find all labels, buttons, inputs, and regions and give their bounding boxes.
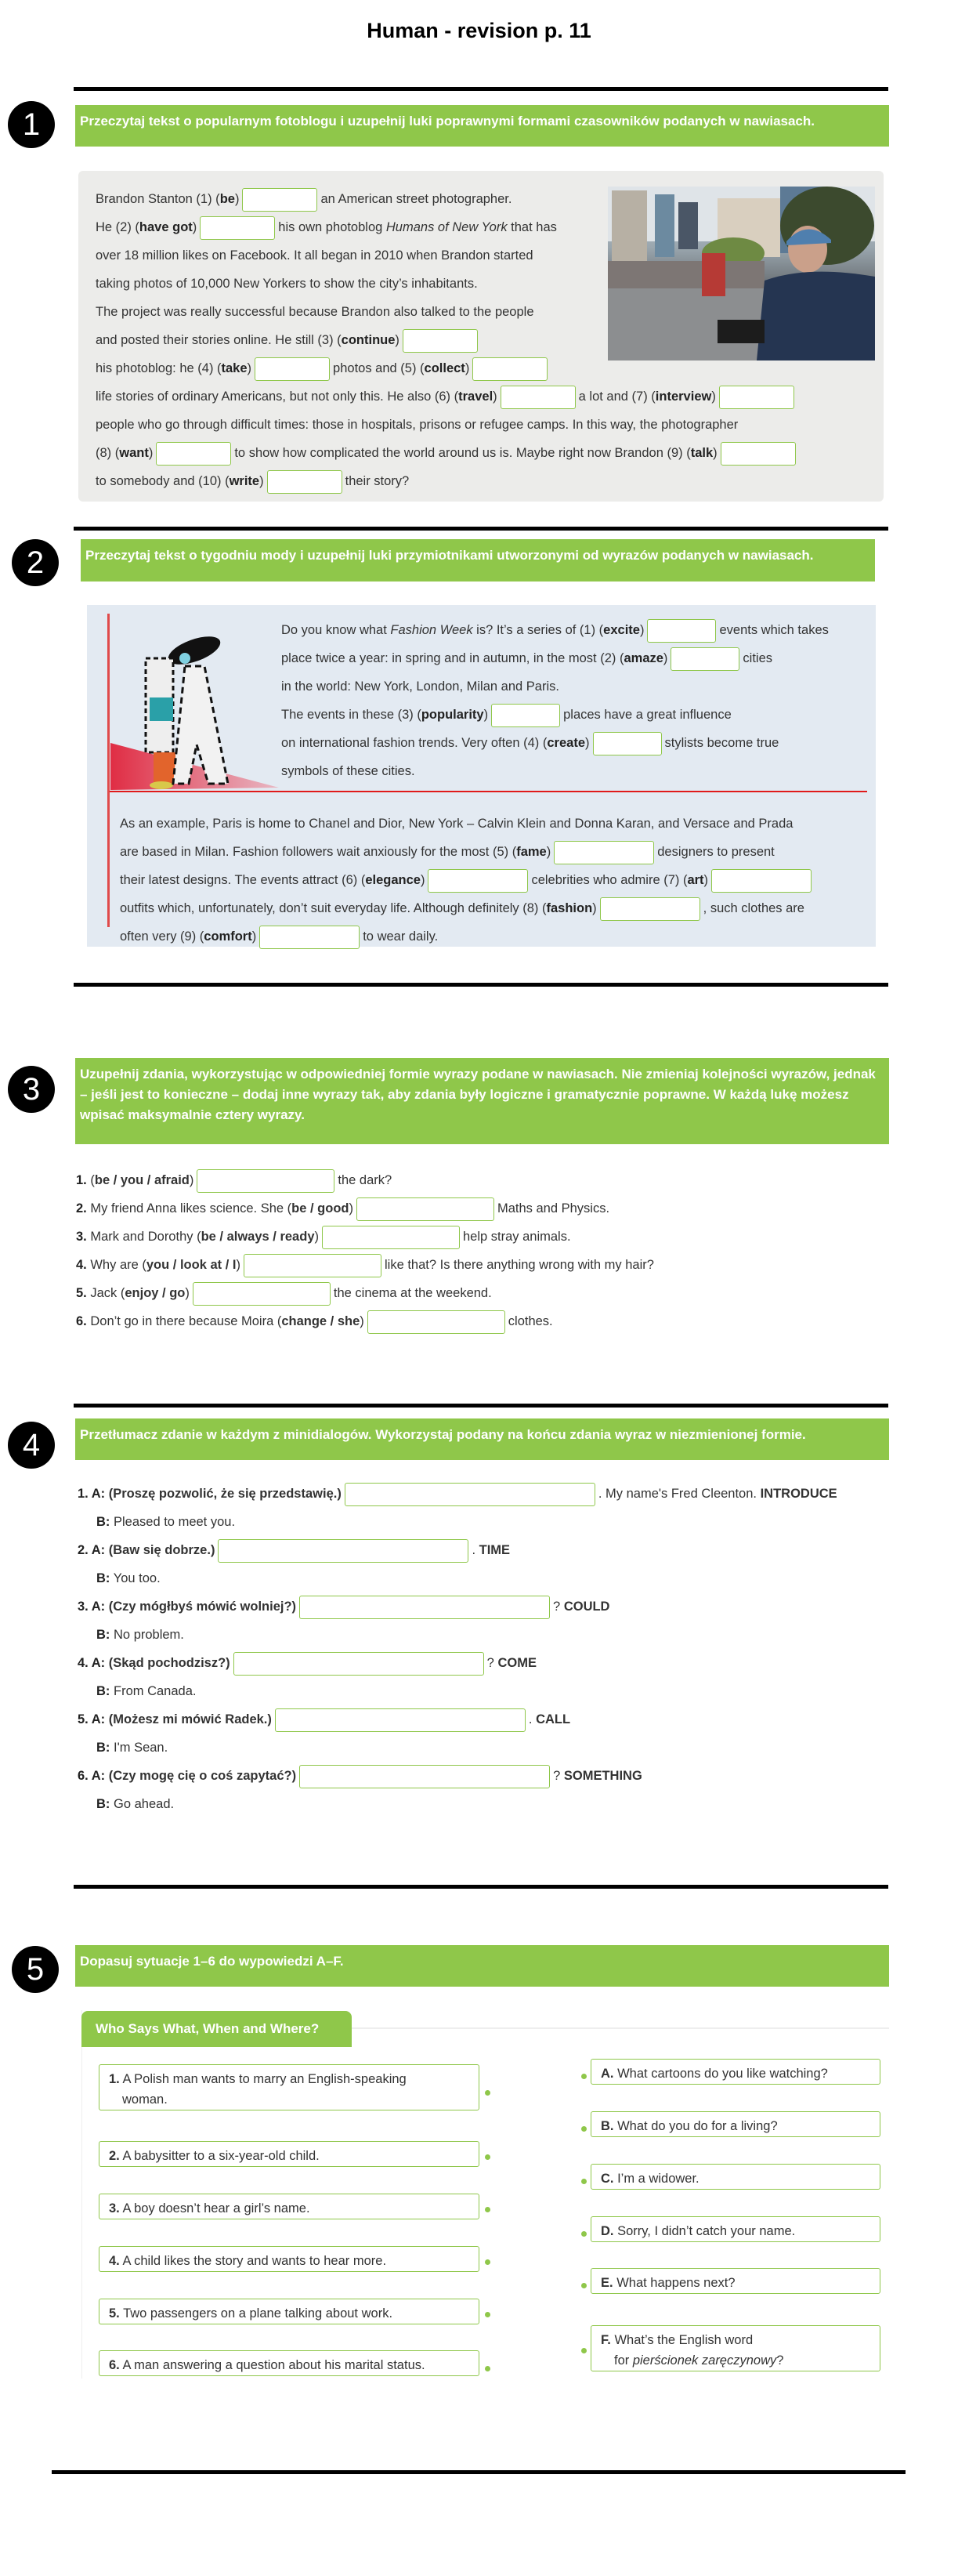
tab-who-says-what[interactable]: Who Says What, When and Where? xyxy=(81,2011,352,2047)
section-divider xyxy=(74,983,888,987)
section-divider xyxy=(74,87,888,91)
answer-gap-1[interactable] xyxy=(242,188,317,212)
situation-6-connector-dot[interactable] xyxy=(485,2366,490,2371)
exercise-number-badge: 1 xyxy=(8,101,55,148)
answer-gap-7[interactable] xyxy=(719,386,794,409)
dialogue-line-b: B: No problem. xyxy=(96,1628,184,1642)
answer-gap-1[interactable] xyxy=(647,619,716,643)
answer-gap-2[interactable] xyxy=(356,1197,494,1221)
response-c-connector-dot[interactable] xyxy=(581,2179,587,2184)
situation-item-6[interactable]: 6. A man answering a question about his marital status. xyxy=(99,2350,479,2376)
dialogue-line-b: B: You too. xyxy=(96,1571,161,1585)
situation-item-1[interactable]: 1. A Polish man wants to marry an English-speaking woman. xyxy=(99,2064,479,2110)
text-line: on international fashion trends. Very often (4) (create) stylists become true xyxy=(281,729,869,757)
text-line: people who go through difficult times: those in hospitals, prisons or refugee camps. In this way, the photographer xyxy=(96,418,739,432)
section-divider xyxy=(74,1885,888,1889)
exercise-number-badge: 5 xyxy=(12,1946,59,1993)
exercise-number-badge: 2 xyxy=(12,539,59,586)
answer-gap-3[interactable] xyxy=(322,1226,460,1249)
text-line: place twice a year: in spring and in autumn, in the most (2) (amaze) cities xyxy=(281,644,869,672)
response-item-b[interactable]: B. What do you do for a living? xyxy=(591,2111,880,2137)
dialogue-line-a: 6. A: (Czy mogę cię o coś zapytać?) ? SOMETHING xyxy=(78,1762,908,1790)
answer-gap-10[interactable] xyxy=(267,470,342,494)
dialogue-line-a: 5. A: (Możesz mi mówić Radek.) . CALL xyxy=(78,1705,908,1734)
exercise-4-dialogues xyxy=(78,1480,908,1818)
answer-gap-1[interactable] xyxy=(345,1483,595,1506)
section-divider xyxy=(74,1404,888,1408)
fashion-models-image xyxy=(110,619,279,790)
text-line: are based in Milan. Fashion followers wait anxiously for the most (5) (fame) designers to present xyxy=(120,838,872,866)
response-item-a[interactable]: A. What cartoons do you like watching? xyxy=(591,2059,880,2085)
answer-gap-9[interactable] xyxy=(259,926,360,949)
situation-item-3[interactable]: 3. A boy doesn’t hear a girl’s name. xyxy=(99,2194,479,2219)
answer-gap-4[interactable] xyxy=(255,357,330,381)
response-d-connector-dot[interactable] xyxy=(581,2231,587,2237)
dialogue-line-a: 2. A: (Baw się dobrze.) . TIME xyxy=(78,1536,908,1564)
response-a-connector-dot[interactable] xyxy=(581,2074,587,2079)
text-line: life stories of ordinary Americans, but not only this. He also (6) (travel) a lot and (7) (interview) xyxy=(96,382,879,411)
response-e-connector-dot[interactable] xyxy=(581,2283,587,2288)
response-item-e[interactable]: E. What happens next? xyxy=(591,2268,880,2294)
text-line: Do you know what Fashion Week is? It’s a series of (1) (excite) events which takes xyxy=(281,616,869,644)
text-line: his photoblog: he (4) (take) photos and (5) (collect) xyxy=(96,354,605,382)
exercise-instruction: Przeczytaj tekst o tygodniu mody i uzupełnij luki przymiotnikami utworzonymi od wyrazów podanych w nawiasach. xyxy=(81,539,875,582)
answer-gap-4[interactable] xyxy=(244,1254,381,1277)
text-line: The project was really successful because Brandon also talked to the people xyxy=(96,305,534,319)
dialogue-line-a: 3. A: (Czy mógłbyś mówić wolniej?) ? COULD xyxy=(78,1592,908,1621)
answer-gap-3[interactable] xyxy=(491,704,560,727)
response-item-c[interactable]: C. I’m a widower. xyxy=(591,2164,880,2190)
list-item: 5. Jack (enjoy / go) the cinema at the weekend. xyxy=(76,1279,875,1307)
answer-gap-5[interactable] xyxy=(275,1708,526,1732)
situation-4-connector-dot[interactable] xyxy=(485,2259,490,2265)
situation-5-connector-dot[interactable] xyxy=(485,2312,490,2317)
answer-gap-3[interactable] xyxy=(403,329,478,353)
exercise-2-paragraph-top xyxy=(281,616,869,785)
exercise-3-list xyxy=(76,1166,875,1335)
text-line: (8) (want) to show how complicated the world around us is. Maybe right now Brandon (9) (talk) xyxy=(96,439,879,467)
dialogue-line-b: B: Pleased to meet you. xyxy=(96,1515,236,1529)
red-vertical-rule xyxy=(107,614,110,927)
answer-gap-7[interactable] xyxy=(711,869,812,893)
list-item: 3. Mark and Dorothy (be / always / ready) help stray animals. xyxy=(76,1223,875,1251)
text-line: He (2) (have got) his own photoblog Humans of New York that has xyxy=(96,213,605,241)
page-title: Human - revision p. 11 xyxy=(367,19,591,42)
exercise-instruction: Dopasuj sytuacje 1–6 do wypowiedzi A–F. xyxy=(75,1945,889,1987)
answer-gap-5[interactable] xyxy=(193,1282,331,1306)
section-divider xyxy=(74,527,888,531)
text-line: their latest designs. The events attract (6) (elegance) celebrities who admire (7) (art) xyxy=(120,866,872,894)
response-item-f[interactable]: F. What’s the English word for pierścionek zaręczynowy? xyxy=(591,2325,880,2371)
answer-gap-4[interactable] xyxy=(233,1652,484,1676)
exercise-instruction: Przetłumacz zdanie w każdym z minidialogów. Wykorzystaj podany na końcu zdania wyraz w niezmienionej formie. xyxy=(75,1418,889,1460)
text-line: in the world: New York, London, Milan and Paris. xyxy=(281,679,559,694)
situation-item-2[interactable]: 2. A babysitter to a six-year-old child. xyxy=(99,2141,479,2167)
exercise-instruction: Przeczytaj tekst o popularnym fotoblogu i uzupełnij luki poprawnymi formami czasowników podanych w nawiasach. xyxy=(75,105,889,147)
answer-gap-6[interactable] xyxy=(299,1765,550,1788)
answer-gap-8[interactable] xyxy=(156,442,231,466)
situation-item-5[interactable]: 5. Two passengers on a plane talking about work. xyxy=(99,2299,479,2324)
fashion-illustration xyxy=(110,619,279,790)
exercise-instruction: Uzupełnij zdania, wykorzystując w odpowiedniej formie wyrazy podane w nawiasach. Nie zmieniaj kolejności wyrazów, jednak – jeśli jest to konieczne – dodaj inne wyrazy tak, aby zdania były logiczne i gramatycznie poprawne. W każdą lukę możesz wpisać maksymalnie cztery wyrazy. xyxy=(75,1058,889,1144)
dialogue-line-b: B: Go ahead. xyxy=(96,1797,175,1811)
answer-gap-9[interactable] xyxy=(721,442,796,466)
exercise-1-paragraph xyxy=(96,185,605,382)
text-line: As an example, Paris is home to Chanel and Dior, New York – Calvin Klein and Donna Karan, and Versace and Prada xyxy=(120,817,794,831)
list-item: 4. Why are (you / look at / I) like that? Is there anything wrong with my hair? xyxy=(76,1251,875,1279)
answer-gap-2[interactable] xyxy=(218,1539,468,1563)
exercise-1-paragraph-cont xyxy=(96,382,879,495)
answer-gap-6[interactable] xyxy=(367,1310,505,1334)
text-line: often very (9) (comfort) to wear daily. xyxy=(120,922,872,951)
exercise-number-badge: 4 xyxy=(8,1422,55,1469)
text-line: Brandon Stanton (1) (be) an American street photographer. xyxy=(96,185,605,213)
text-line: over 18 million likes on Facebook. It all began in 2010 when Brandon started xyxy=(96,248,533,263)
answer-gap-2[interactable] xyxy=(200,216,275,240)
situation-3-connector-dot[interactable] xyxy=(485,2207,490,2212)
answer-gap-3[interactable] xyxy=(299,1596,550,1619)
exercise-number-badge: 3 xyxy=(8,1066,55,1113)
list-item: 6. Don’t go in there because Moira (change / she) clothes. xyxy=(76,1307,875,1335)
answer-gap-8[interactable] xyxy=(600,897,700,921)
bottom-divider xyxy=(52,2470,906,2474)
situation-1-connector-dot[interactable] xyxy=(485,2090,490,2096)
photo-illustration xyxy=(608,187,875,360)
photographer-photo xyxy=(608,187,875,360)
text-line: and posted their stories online. He still (3) (continue) xyxy=(96,326,605,354)
text-line: outfits which, unfortunately, don’t suit everyday life. Although definitely (8) (fashion) , such clothes are xyxy=(120,894,872,922)
exercise-2-paragraph-bottom xyxy=(120,810,872,951)
answer-gap-2[interactable] xyxy=(671,647,739,671)
dialogue-line-a: 1. A: (Proszę pozwolić, że się przedstawię.) . My name's Fred Cleenton. INTRODUCE xyxy=(78,1480,908,1508)
list-item: 1. (be / you / afraid) the dark? xyxy=(76,1166,875,1194)
dialogue-line-a: 4. A: (Skąd pochodzisz?) ? COME xyxy=(78,1649,908,1677)
answer-gap-6[interactable] xyxy=(428,869,528,893)
text-line: symbols of these cities. xyxy=(281,764,415,778)
list-item: 2. My friend Anna likes science. She (be / good) Maths and Physics. xyxy=(76,1194,875,1223)
answer-gap-6[interactable] xyxy=(501,386,576,409)
answer-gap-4[interactable] xyxy=(593,732,662,755)
text-line: The events in these (3) (popularity) places have a great influence xyxy=(281,701,869,729)
response-f-connector-dot[interactable] xyxy=(581,2348,587,2353)
answer-gap-1[interactable] xyxy=(197,1169,334,1193)
situation-2-connector-dot[interactable] xyxy=(485,2154,490,2160)
dialogue-line-b: B: From Canada. xyxy=(96,1684,197,1698)
response-item-d[interactable]: D. Sorry, I didn’t catch your name. xyxy=(591,2216,880,2242)
text-line: to somebody and (10) (write) their story? xyxy=(96,467,879,495)
response-b-connector-dot[interactable] xyxy=(581,2126,587,2132)
text-line: taking photos of 10,000 New Yorkers to show the city’s inhabitants. xyxy=(96,277,478,291)
answer-gap-5[interactable] xyxy=(472,357,548,381)
red-horizontal-rule xyxy=(110,791,867,792)
situation-item-4[interactable]: 4. A child likes the story and wants to hear more. xyxy=(99,2246,479,2272)
dialogue-line-b: B: I'm Sean. xyxy=(96,1741,168,1755)
answer-gap-5[interactable] xyxy=(554,841,654,864)
